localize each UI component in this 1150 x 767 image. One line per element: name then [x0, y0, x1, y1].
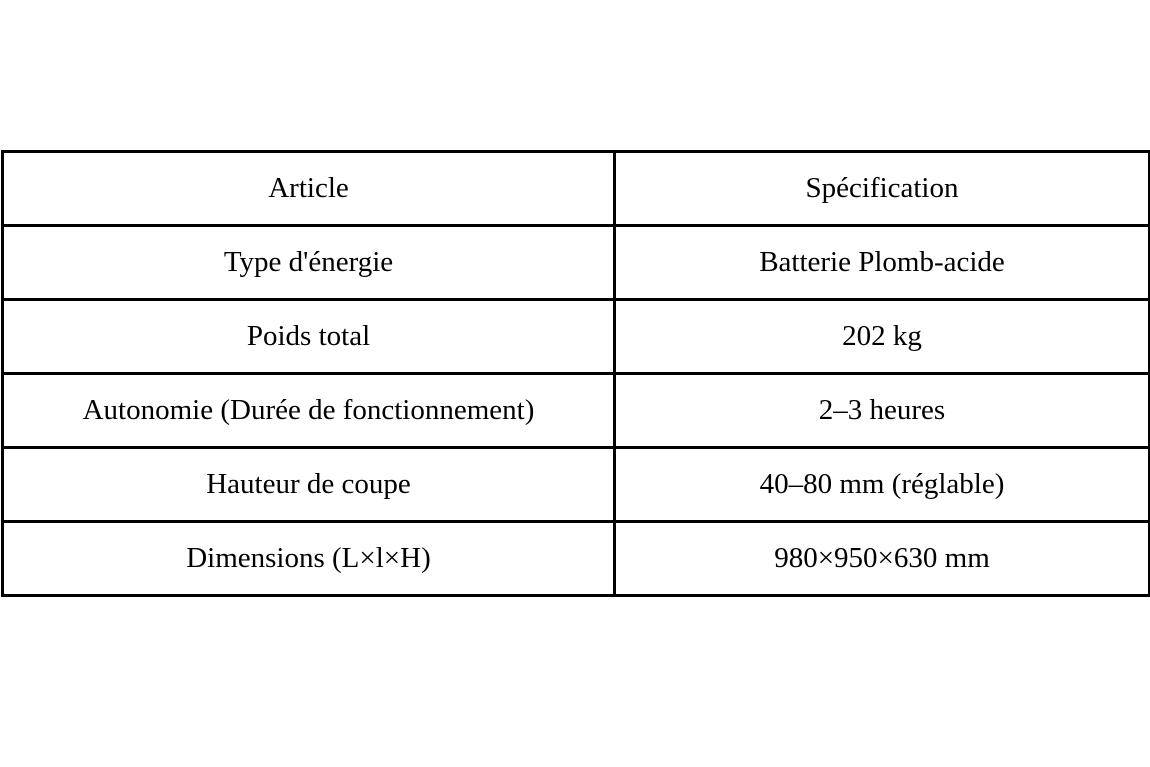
- row-label: Dimensions (L×l×H): [3, 522, 615, 596]
- row-label: Poids total: [3, 300, 615, 374]
- header-article: Article: [3, 152, 615, 226]
- row-value: 2–3 heures: [615, 374, 1150, 448]
- table-row: [3, 374, 1150, 448]
- spec-table: [1, 150, 1150, 597]
- table-row: [3, 522, 1150, 596]
- header-specification: Spécification: [615, 152, 1150, 226]
- table-row: [3, 226, 1150, 300]
- row-value: 40–80 mm (réglable): [615, 448, 1150, 522]
- row-value: Batterie Plomb-acide: [615, 226, 1150, 300]
- table-row: [3, 300, 1150, 374]
- row-value: 202 kg: [615, 300, 1150, 374]
- row-value: 980×950×630 mm: [615, 522, 1150, 596]
- row-label: Autonomie (Durée de fonctionnement): [3, 374, 615, 448]
- table-row: [3, 448, 1150, 522]
- table-header-row: [3, 152, 1150, 226]
- row-label: Hauteur de coupe: [3, 448, 615, 522]
- row-label: Type d'énergie: [3, 226, 615, 300]
